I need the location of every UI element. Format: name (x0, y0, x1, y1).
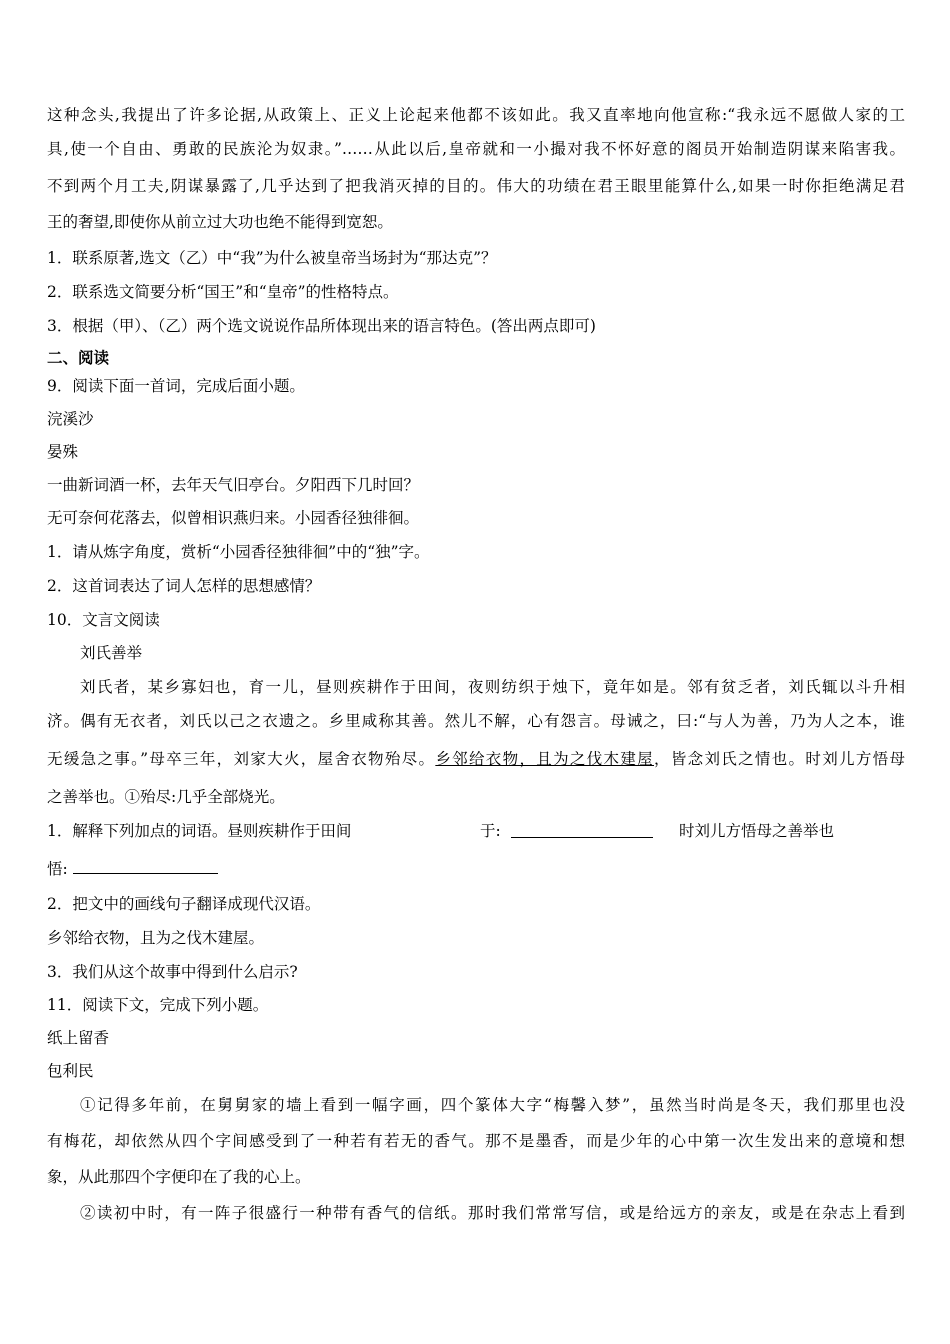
passage-line: 这种念头,我提出了许多论据,从政策上、正义上论起来他都不该如此。我又直率地向他宣称:“我永远不愿做人家的工 (47, 106, 905, 124)
essay-title: 纸上留香 (47, 1029, 110, 1047)
poem-author: 晏殊 (47, 443, 79, 461)
passage-line: 具,使一个自由、勇敢的民族沦为奴隶。”……从此以后,皇帝就和一小撮对我不怀好意的阁员开始制造阴谋来陷害我。 (47, 140, 905, 158)
question-8-1: 1．联系原著,选文（乙）中“我”为什么被皇帝当场封为“那达克”？ (47, 249, 497, 267)
classical-line: 济。偶有无衣者，刘氏以己之衣遗之。乡里咸称其善。然儿不解，心有怨言。母诫之，曰:“与人为善，乃为人之本，谁 (47, 712, 905, 730)
essay-line: ②读初中时，有一阵子很盛行一种带有香气的信纸。那时我们常常写信，或是给远方的亲友，或是在杂志上看到 (80, 1204, 905, 1222)
question-10-1 (47, 821, 835, 841)
poem-line: 无可奈何花落去，似曾相识燕归来。小园香径独徘徊。 (47, 509, 420, 527)
question-8-3: 3．根据（甲）、（乙）两个选文说说作品所体现出来的语言特色。(答出两点即可) (47, 317, 596, 335)
question-text: 1．解释下列加点的词语。昼则疾耕作于田间 (47, 822, 352, 840)
question-9-2: 2．这首词表达了词人怎样的思想感情？ (47, 577, 321, 595)
question-9-1: 1．请从炼字角度，赏析“小园香径独徘徊”中的“独”字。 (47, 543, 430, 561)
question-8-2: 2．联系选文简要分析“国王”和“皇帝”的性格特点。 (47, 283, 399, 301)
essay-author: 包利民 (47, 1062, 94, 1080)
classical-title: 刘氏善举 (80, 644, 143, 662)
answer-label: 悟: (47, 860, 68, 878)
classical-line: 刘氏者，某乡寡妇也，育一儿，昼则疾耕作于田间，夜则纺织于烛下，竟年如是。邻有贫乏者，刘氏辄以斗升相 (80, 678, 905, 696)
text: 无缓急之事。”母卒三年，刘家大火，屋舍衣物殆尽。 (47, 750, 436, 768)
poem-line: 一曲新词酒一杯，去年天气旧亭台。夕阳西下几时回？ (47, 476, 420, 494)
answer-label: 于: (480, 822, 501, 840)
question-text: 时刘儿方悟母之善举也 (679, 822, 835, 840)
question-10-2-sentence: 乡邻给衣物，且为之伐木建屋。 (47, 929, 265, 947)
passage-line: 王的奢望,即使你从前立过大功也绝不能得到宽恕。 (47, 213, 393, 231)
classical-line: 之善举也。①殆尽:几乎全部烧光。 (47, 788, 285, 806)
question-10-prompt: 10．文言文阅读 (47, 611, 160, 629)
question-10-3: 3．我们从这个故事中得到什么启示? (47, 963, 298, 981)
question-10-1-wu (47, 859, 218, 879)
passage-line: 不到两个月工夫,阴谋暴露了,几乎达到了把我消灭掉的目的。伟大的功绩在君王眼里能算什么,如果一时你拒绝满足君 (47, 177, 905, 195)
answer-blank[interactable] (511, 823, 653, 838)
classical-line (47, 749, 905, 769)
essay-line: 有梅花，却依然从四个字间感受到了一种若有若无的香气。那不是墨香，而是少年的心中第一次生发出来的意境和想 (47, 1132, 905, 1150)
essay-line: 象，从此那四个字便印在了我的心上。 (47, 1168, 311, 1186)
question-10-2: 2．把文中的画线句子翻译成现代汉语。 (47, 895, 321, 913)
question-9-prompt: 9．阅读下面一首词，完成后面小题。 (47, 377, 305, 395)
essay-line: ①记得多年前，在舅舅家的墙上看到一幅字画，四个篆体大字“梅馨入梦”，虽然当时尚是冬天，我们那里也没 (80, 1096, 905, 1114)
answer-blank[interactable] (73, 859, 218, 874)
section-heading: 二、阅读 (47, 348, 110, 367)
text: ，皆念刘氏之情也。时刘儿方悟母 (654, 750, 905, 768)
question-11-prompt: 11．阅读下文，完成下列小题。 (47, 996, 269, 1014)
poem-title: 浣溪沙 (47, 410, 94, 428)
underlined-sentence: 乡邻给衣物，且为之伐木建屋 (435, 750, 654, 768)
